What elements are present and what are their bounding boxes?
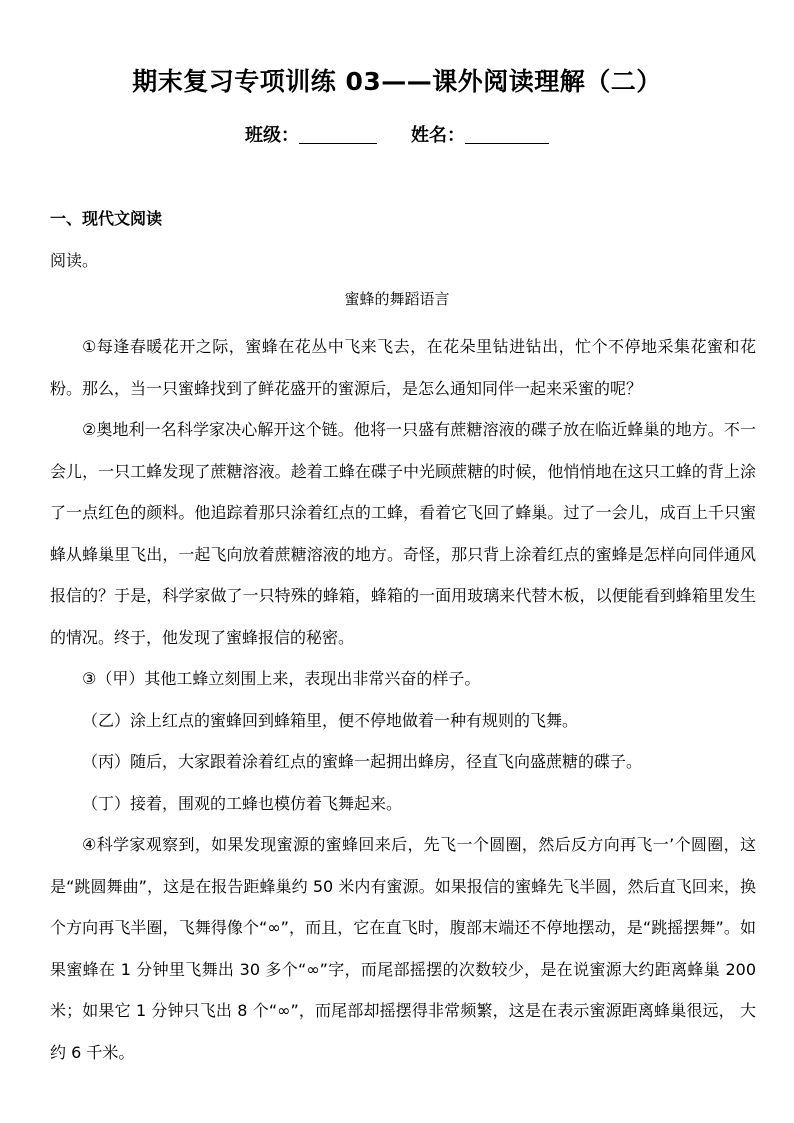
- paragraph-4: ④科学家观察到，如果发现蜜源的蜜蜂回来后，先飞一个圆圈，然后反方向再飞一’个圆圈，这是“跳圆舞曲”，这是在报告距蜂巢约 50 米内有蜜源。如果报信的蜜蜂先飞半圆，然后直飞回来，换个方向再飞半圈，飞舞得像个“∞”，而且，它在直飞时，腹部末端还不停地摆动，是“跳摇摆舞”。如果蜜蜂在 1 分钟里飞舞出 30 多个“∞”字，而尾部摇摆的次数较少，是在说蜜源大约距离蜂巢 200 米；如果它 1 分钟只飞出 8 个“∞”，而尾部却摇摆得非常频繁，这是在表示蜜源距离蜂巢很远， 大约 6 千米。: [50, 835, 756, 1062]
- paragraph-3-jia: ③（甲）其他工蜂立刻围上来，表现出非常兴奋的样子。: [82, 669, 481, 688]
- instruction-text: 阅读。: [50, 251, 99, 270]
- paragraph-3-bing: （丙）随后，大家跟着涂着红点的蜜蜂一起拥出蜂房，径直飞向盛蔗糖的碟子。: [82, 752, 643, 771]
- name-blank: [465, 125, 549, 144]
- section-heading: 一、现代文阅读: [50, 209, 163, 228]
- name-label: 姓名：: [411, 125, 465, 146]
- class-blank: [299, 125, 377, 144]
- article-title: 蜜蜂的舞蹈语言: [344, 290, 450, 308]
- student-info-line: [0, 121, 794, 147]
- paragraph-3-ding: （丁）接着，围观的工蜂也模仿着飞舞起来。: [82, 793, 403, 813]
- document-title: 期末复习专项训练 03——课外阅读理解（二）: [132, 67, 662, 96]
- article-body: [50, 326, 756, 1073]
- class-label: 班级：: [245, 125, 299, 146]
- paragraph-1: ①每逢春暖花开之际，蜜蜂在花丛中飞来飞去，在花朵里钻进钻出，忙个不停地采集花蜜和花粉。那么，当一只蜜蜂找到了鲜花盛开的蜜源后，是怎么通知同伴一起来采蜜的呢？: [50, 337, 756, 398]
- paragraph-2: ②奥地利一名科学家决心解开这个链。他将一只盛有蔗糖溶液的碟子放在临近蜂巢的地方。不一会儿，一只工蜂发现了蔗糖溶液。趁着工蜂在碟子中光顾蔗糖的时候，他悄悄地在这只工蜂的背上涂了一点红色的颜料。他追踪着那只涂着红点的工蜂，看着它飞回了蜂巢。过了一会儿，成百上千只蜜蜂从蜂巢里飞出，一起飞向放着蔗糖溶液的地方。奇怪，那只背上涂着红点的蜜蜂是怎样向同伴通风报信的？于是，科学家做了一只特殊的蜂箱，蜂箱的一面用玻璃来代替木板，以便能看到蜂箱里发生的情况。终于，他发现了蜜蜂报信的秘密。: [50, 420, 756, 647]
- paragraph-3-yi: （乙）涂上红点的蜜蜂回到蜂箱里，便不停地做着一种有规则的飞舞。: [82, 710, 579, 730]
